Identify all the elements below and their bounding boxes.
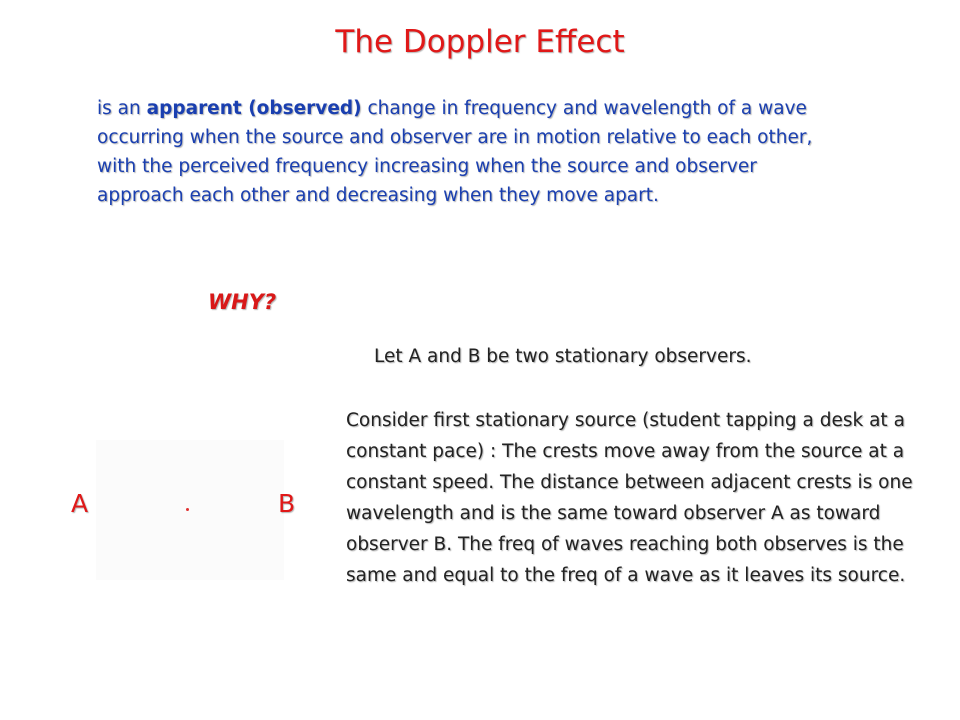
wave-source-dot bbox=[186, 508, 189, 511]
doppler-definition bbox=[97, 94, 827, 210]
definition-prefix: is an bbox=[97, 98, 147, 119]
slide-title: The Doppler Effect bbox=[335, 24, 625, 60]
observers-statement: Let A and B be two stationary observers. bbox=[374, 346, 752, 367]
wave-animation-figure bbox=[96, 440, 284, 580]
stationary-source-explanation: Consider first stationary source (student tapping a desk at a constant pace) : The crests move away from the source at a constant speed. The distance between adjacent crests is one wavelength and is the same toward observer A as toward observer B. The freq of waves reaching both observes is the same and equal to the freq of a wave as it leaves its source. bbox=[346, 410, 913, 586]
definition-emphasis: apparent (observed) bbox=[146, 98, 362, 119]
observer-a-label: A bbox=[71, 489, 89, 518]
why-heading: WHY? bbox=[208, 290, 277, 314]
observer-b-label: B bbox=[278, 489, 296, 518]
definition-rest: change in frequency and wavelength of a wave occurring when the source and observer are in motion relative to each other, with the perceived frequency increasing when the source and observer approach each other and decreasing when they move apart. bbox=[97, 98, 813, 206]
